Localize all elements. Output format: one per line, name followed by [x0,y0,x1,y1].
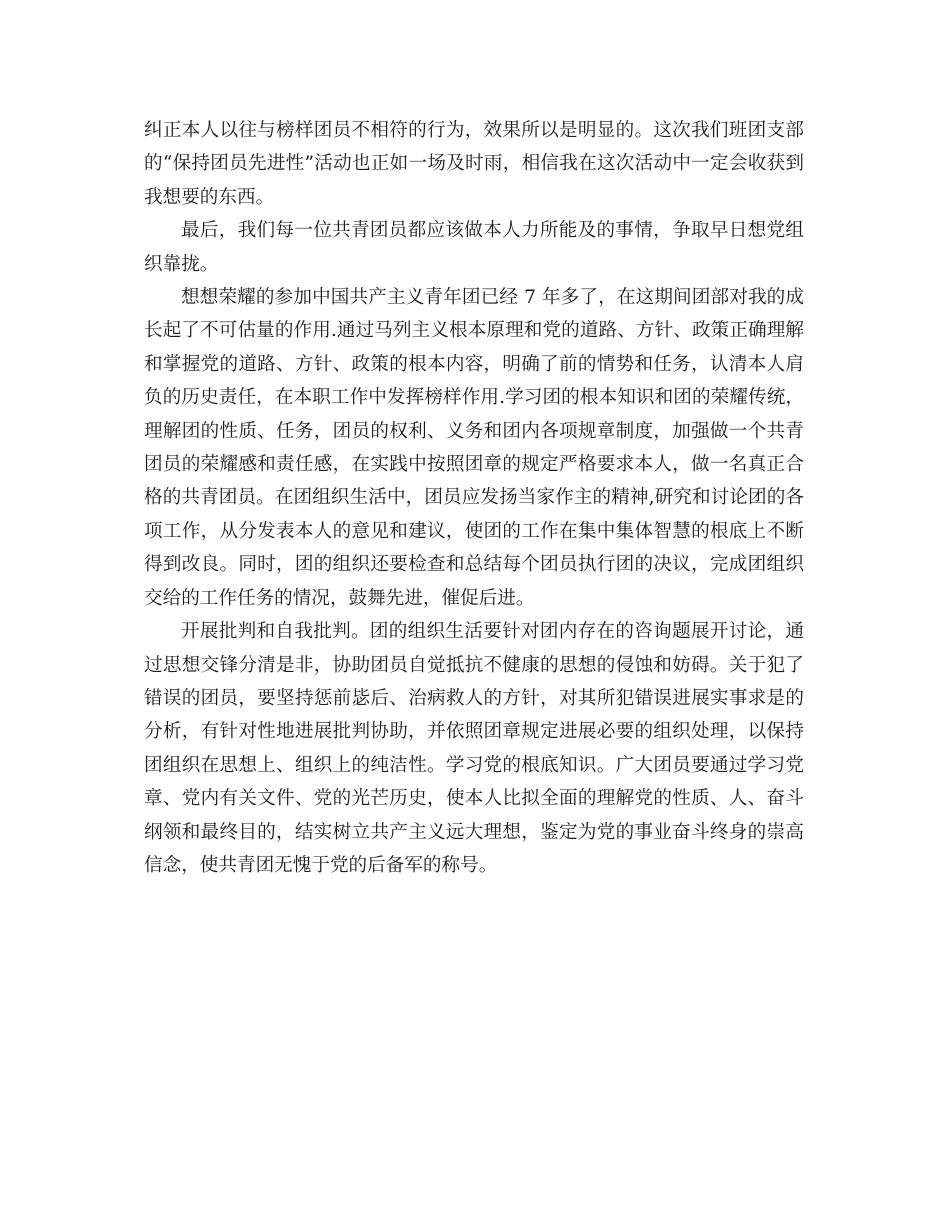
paragraph-3: 想想荣耀的参加中国共产主义青年团已经 7 年多了，在这期间团部对我的成长起了不可估量的作用.通过马列主义根本原理和党的道路、方针、政策正确理解和掌握党的道路、方针、政策的根本内容，明确了前的情势和任务，认清本人肩负的历史责任，在本职工作中发挥榜样作用.学习团的根本知识和团的荣耀传统，理解团的性质、任务，团员的权利、义务和团内各项规章制度，加强做一个共青团员的荣耀感和责任感，在实践中按照团章的规定严格要求本人，做一名真正合格的共青团员。在团组织生活中，团员应发扬当家作主的精神,研究和讨论团的各项工作，从分发表本人的意见和建议，使团的工作在集中集体智慧的根底上不断得到改良。同时，团的组织还要检查和总结每个团员执行团的决议，完成团组织交给的工作任务的情况，鼓舞先进，催促后进。 [144,287,804,609]
document-body [144,114,804,882]
paragraph-2: 最后，我们每一位共青团员都应该做本人力所能及的事情，争取早日想党组织靠拢。 [144,220,804,275]
paragraph-4: 开展批判和自我批判。团的组织生活要针对团内存在的咨询题展开讨论，通过思想交锋分清是非，协助团员自觉抵抗不健康的思想的侵蚀和妨碍。关于犯了错误的团员，要坚持惩前毖后、治病救人的方针，对其所犯错误进展实事求是的分析，有针对性地进展批判协助，并依照团章规定进展必要的组织处理，以保持团组织在思想上、组织上的纯洁性。学习党的根底知识。广大团员要通过学习党章、党内有关文件、党的光芒历史，使本人比拟全面的理解党的性质、人、奋斗纲领和最终目的，结实树立共产主义远大理想，鉴定为党的事业奋斗终身的崇高信念，使共青团无愧于党的后备军的称号。 [144,621,804,876]
paragraph-1: 纠正本人以往与榜样团员不相符的行为，效果所以是明显的。这次我们班团支部的“保持团员先进性”活动也正如一场及时雨，相信我在这次活动中一定会收获到我想要的东西。 [144,120,804,208]
